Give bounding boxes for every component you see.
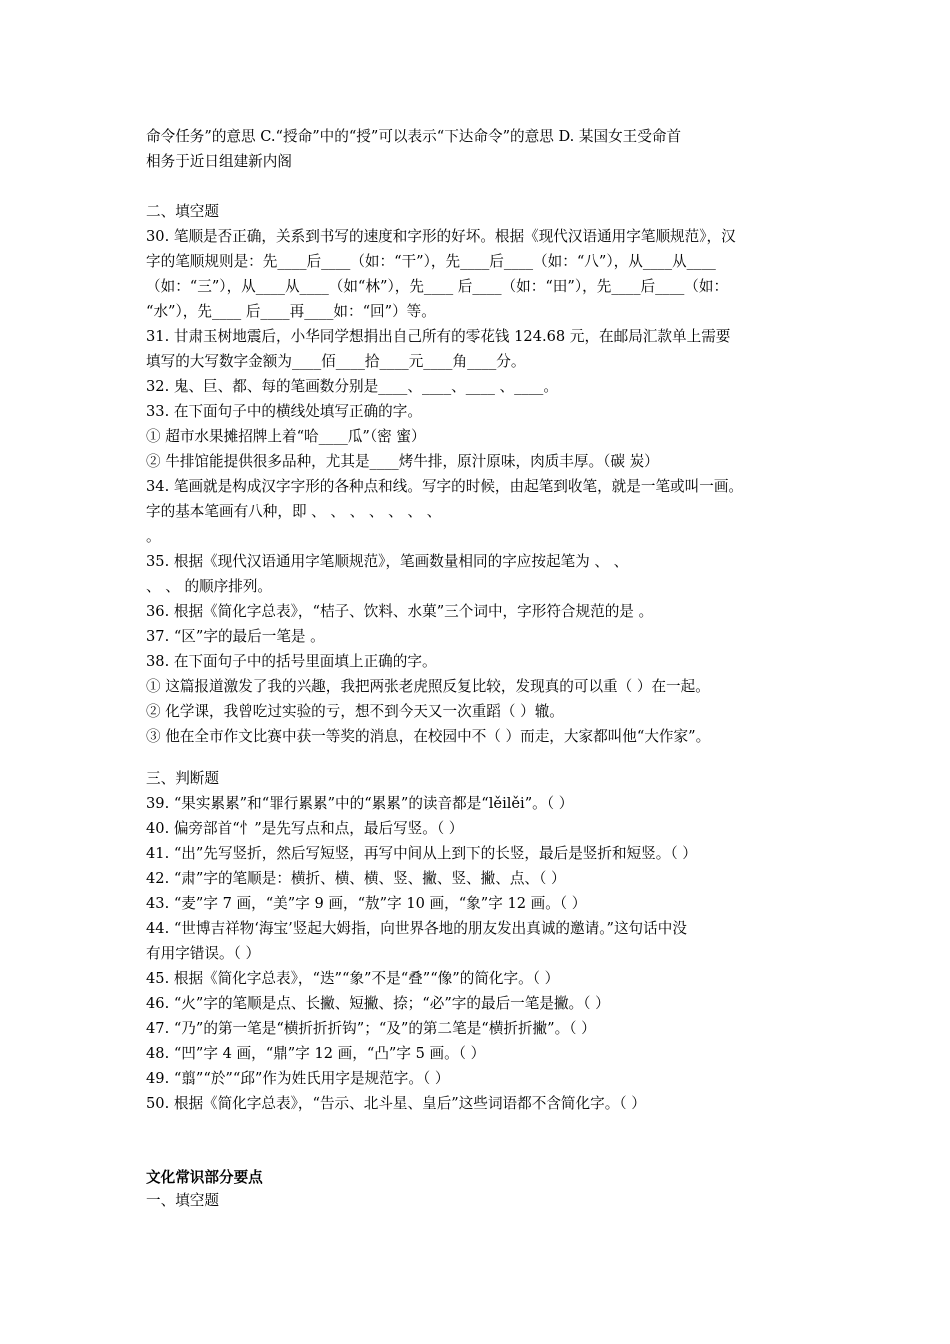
question-36: 36. 根据《简化字总表》，“桔子、饮料、水菓”三个词中，字形符合规范的是 。 (146, 603, 654, 620)
question-45: 45. 根据《简化字总表》，“迭”“象”不是“叠”“像”的简化字。（ ） (146, 970, 560, 987)
question-41: 41. “出”先写竖折，然后写短竖，再写中间从上到下的长竖，最后是竖折和短竖。（ ） (146, 845, 697, 862)
text-line: 、 、 的顺序排列。 (146, 578, 273, 595)
question-30: 30. 笔顺是否正确，关系到书写的速度和字形的好坏。根据《现代汉语通用字笔顺规范》，汉 (146, 228, 736, 245)
text-line: 。 (146, 528, 161, 545)
text-line: 字的笔顺规则是：先____后____（如：“干”），先____后____（如：“八”），从____从____ (146, 253, 716, 270)
question-40: 40. 偏旁部首“忄”是先写点和点，最后写竖。（ ） (146, 820, 464, 837)
text-line: 有用字错误。（ ） (146, 945, 261, 962)
question-50: 50. 根据《简化字总表》，“告示、北斗星、皇后”这些词语都不含简化字。（ ） (146, 1095, 646, 1112)
text-line: ② 牛排馆能提供很多品种，尤其是____烤牛排，原汁原味，肉质丰厚。（碳 炭） (146, 453, 659, 470)
question-39: 39. “果实累累”和“罪行累累”中的“累累”的读音都是“lěilěi”。（ ） (146, 795, 574, 812)
text-line: ① 这篇报道激发了我的兴趣，我把两张老虎照反复比较，发现真的可以重（ ）在一起。 (146, 678, 710, 695)
text-line: 相务于近日组建新内阁 (146, 153, 292, 170)
text-line: 字的基本笔画有八种，即 、 、 、 、 、 、 、 (146, 503, 442, 520)
question-43: 43. “麦”字 7 画，“美”字 9 画，“敖”字 10 画，“象”字 12 画。（ ） (146, 895, 587, 912)
section-heading: 一、填空题 (146, 1192, 219, 1209)
question-38: 38. 在下面句子中的括号里面填上正确的字。 (146, 653, 437, 670)
question-31: 31. 甘肃玉树地震后，小华同学想捐出自己所有的零花钱 124.68 元，在邮局汇款单上需要 (146, 328, 731, 345)
question-34: 34. 笔画就是构成汉字字形的各种点和线。写字的时候，由起笔到收笔，就是一笔或叫一画。 (146, 478, 744, 495)
question-48: 48. “凹”字 4 画，“鼎”字 12 画，“凸”字 5 画。（ ） (146, 1045, 486, 1062)
text-line: 命令任务”的意思 C.“授命”中的“授”可以表示“下达命令”的意思 D. 某国女王受命首 (146, 128, 682, 145)
question-42: 42. “肃”字的笔顺是：横折、横、横、竖、撇、竖、撇、点、（ ） (146, 870, 566, 887)
text-line: ① 超市水果摊招牌上着“哈____瓜”（密 蜜） (146, 428, 426, 445)
text-line: 填写的大写数字金额为____佰____拾____元____角____分。 (146, 353, 526, 370)
section-heading: 三、判断题 (146, 770, 219, 787)
question-37: 37. “区”字的最后一笔是 。 (146, 628, 325, 645)
question-46: 46. “火”字的笔顺是点、长撇、短撇、捺；“必”字的最后一笔是撇。（ ） (146, 995, 610, 1012)
question-32: 32. 鬼、巨、都、每的笔画数分别是____、____、____ 、____。 (146, 378, 558, 395)
question-49: 49. “翦”“於”“邱”作为姓氏用字是规范字。（ ） (146, 1070, 450, 1087)
question-35: 35. 根据《现代汉语通用字笔顺规范》，笔画数量相同的字应按起笔为 、 、 (146, 553, 629, 570)
text-line: ③ 他在全市作文比赛中获一等奖的消息，在校园中不（ ）而走，大家都叫他“大作家”。 (146, 728, 711, 745)
text-line: “水”），先____ 后____再____如：“回”）等。 (146, 303, 436, 320)
section-heading: 二、填空题 (146, 203, 219, 220)
text-line: ② 化学课，我曾吃过实验的亏，想不到今天又一次重蹈（ ）辙。 (146, 703, 564, 720)
question-33: 33. 在下面句子中的横线处填写正确的字。 (146, 403, 422, 420)
question-44: 44. “世博吉祥物‘海宝’竖起大姆指，向世界各地的朋友发出真诚的邀请。”这句话中没 (146, 920, 687, 937)
text-line: （如：“三”），从____从____（如“林”），先____ 后____（如：“田”），先____后____（如： (146, 278, 729, 295)
question-47: 47. “乃”的第一笔是“横折折折钩”；“及”的第二笔是“横折折撇”。（ ） (146, 1020, 596, 1037)
section-title: 文化常识部分要点 (146, 1169, 263, 1186)
